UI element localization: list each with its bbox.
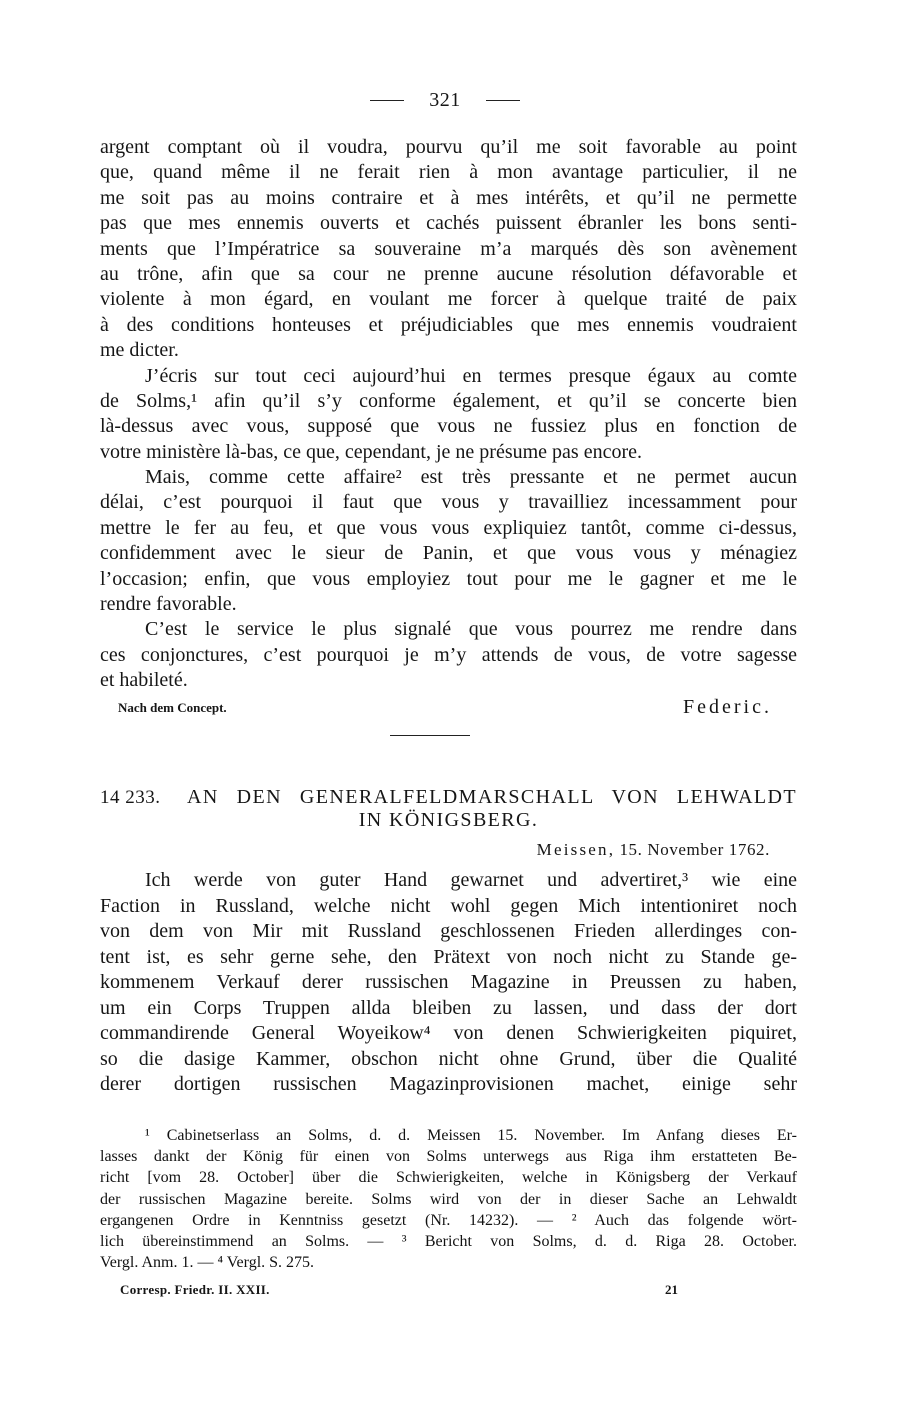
text-line: argent comptant où il voudra, pourvu qu’il me soit favorable au point: [100, 136, 797, 158]
text-line: me dicter.: [100, 339, 179, 362]
text-line: um ein Corps Truppen allda bleiben zu lassen, und dass der dort: [100, 996, 797, 1019]
text-line: que, quand même il ne ferait rien à mon avantage particulier, il ne: [100, 161, 797, 184]
text-line: délai, c’est pourquoi il faut que vous y travailliez incessamment pour: [100, 491, 797, 514]
footnote-line: lasses dankt der König für einen von Solms unterwegs aus Riga ihm erstatteten Be-: [100, 1148, 797, 1166]
right-dash-rule: [486, 100, 520, 101]
text-line: J’écris sur tout ceci aujourd’hui en termes presque égaux au comte: [145, 364, 797, 387]
text-line: C’est le service le plus signalé que vous pourrez me rendre dans: [145, 618, 797, 641]
text-line: mettre le fer au feu, et que vous vous expliquiez tantôt, comme ci-dessus,: [100, 516, 797, 539]
text-line: derer dortigen russischen Magazinprovisionen machet, einige sehr: [100, 1073, 797, 1095]
text-line: von dem von Mir mit Russland geschlossenen Frieden allerdinges con-: [100, 920, 797, 942]
text-line: pas que mes ennemis ouverts et cachés puissent ébranler les bons senti-: [100, 212, 797, 235]
paragraph: [100, 617, 797, 693]
section-divider: [390, 735, 470, 736]
text-line: ces conjonctures, c’est pourquoi je m’y attends de vous, de votre sagesse: [100, 643, 797, 666]
text-line: tent ist, es sehr gerne sehe, den Prätext von noch nicht zu Stande ge-: [100, 945, 797, 968]
text-line: et habileté.: [100, 669, 188, 692]
footnote-line: Vergl. Anm. 1. — ⁴ Vergl. S. 275.: [100, 1254, 315, 1272]
paragraph: [100, 465, 797, 617]
letter-closing: [0, 694, 900, 720]
text-line: l’occasion; enfin, que vous employiez tout pour me le gagner et me le: [100, 567, 797, 590]
source-note: Nach dem Concept.: [118, 700, 227, 715]
footnote-line: der russischen Magazine bereite. Solms wird von der in dieser Sache an Lehwaldt: [100, 1190, 797, 1208]
signature: Federic.: [683, 696, 772, 718]
addressee-line: AN DEN GENERALFELDMARSCHALL VON LEHWALDT: [187, 786, 797, 808]
text-line: de Solms,¹ afin qu’il s’y conforme également, et qu’il se concerte bien: [100, 389, 797, 412]
footnote-line: ¹ Cabinetserlass an Solms, d. d. Meissen 15. November. Im Anfang dieses Er-: [145, 1127, 797, 1144]
text-line: kommenem Verkauf derer russischen Magazine in Preussen zu haben,: [100, 971, 797, 993]
signature-mark: Corresp. Friedr. II. XXII.: [120, 1282, 270, 1297]
paragraph: [100, 364, 797, 466]
date: 15. November 1762.: [619, 840, 770, 859]
page-number: 321: [429, 89, 461, 111]
footnote-line: lich übereinstimmend an Solms. — ³ Bericht von Solms, d. d. Riga 28. October.: [100, 1232, 797, 1250]
left-dash-rule: [370, 100, 404, 101]
paragraph: [100, 135, 797, 364]
place: Meissen,: [536, 840, 616, 859]
text-line: Ich werde von guter Hand gewarnet und advertiret,³ wie eine: [145, 869, 797, 891]
text-line: me soit pas au moins contraire et à mes intérêts, et qu’il ne permette: [100, 186, 797, 209]
text-line: à des conditions honteuses et préjudiciables que mes ennemis voudraient: [100, 313, 797, 336]
page-footer: [0, 1281, 900, 1299]
text-line: Mais, comme cette affaire² est très pressante et ne permet aucun: [145, 466, 797, 489]
text-line: votre ministère là-bas, ce que, cependant, je ne présume pas encore.: [100, 440, 642, 463]
running-head: [370, 88, 520, 112]
text-line: ments que l’Impératrice sa souveraine m’a marqués dès son avènement: [100, 237, 797, 260]
text-line: so die dasige Kammer, obschon nicht ohne Grund, über die Qualité: [100, 1047, 797, 1070]
text-line: confidemment avec le sieur de Panin, et que vous vous y ménagiez: [100, 542, 797, 565]
text-line: au trône, afin que sa cour ne prenne aucune résolution défavorable et: [100, 262, 797, 285]
dateline: [537, 839, 770, 861]
footnote-line: richt [vom 28. October] über die Schwierigkeiten, welche in Königsberg der Verkauf: [100, 1169, 797, 1187]
text-line: là-dessus avec vous, supposé que vous ne fussiez plus en fonction de: [100, 415, 797, 438]
text-line: rendre favorable.: [100, 593, 237, 616]
addressee-location: IN KÖNIGSBERG.: [358, 809, 539, 831]
sheet-number: 21: [665, 1282, 678, 1297]
footnote-line: ergangenen Ordre in Kenntniss gesetzt (Nr. 14232). — ² Auch das folgende wört-: [100, 1211, 797, 1229]
footnotes: [100, 1125, 797, 1273]
document-number: 14 233.: [100, 787, 161, 808]
letter-body: [100, 868, 797, 1098]
text-line: violente à mon égard, en voulant me forcer à quelque traité de paix: [100, 288, 797, 311]
text-line: commandirende General Woyeikow⁴ von denen Schwierigkeiten piquiret,: [100, 1022, 797, 1044]
text-line: Faction in Russland, welche nicht wohl gegen Mich intentioniret noch: [100, 894, 797, 917]
letter-heading: [0, 786, 900, 809]
letter-continuation: [100, 135, 797, 694]
